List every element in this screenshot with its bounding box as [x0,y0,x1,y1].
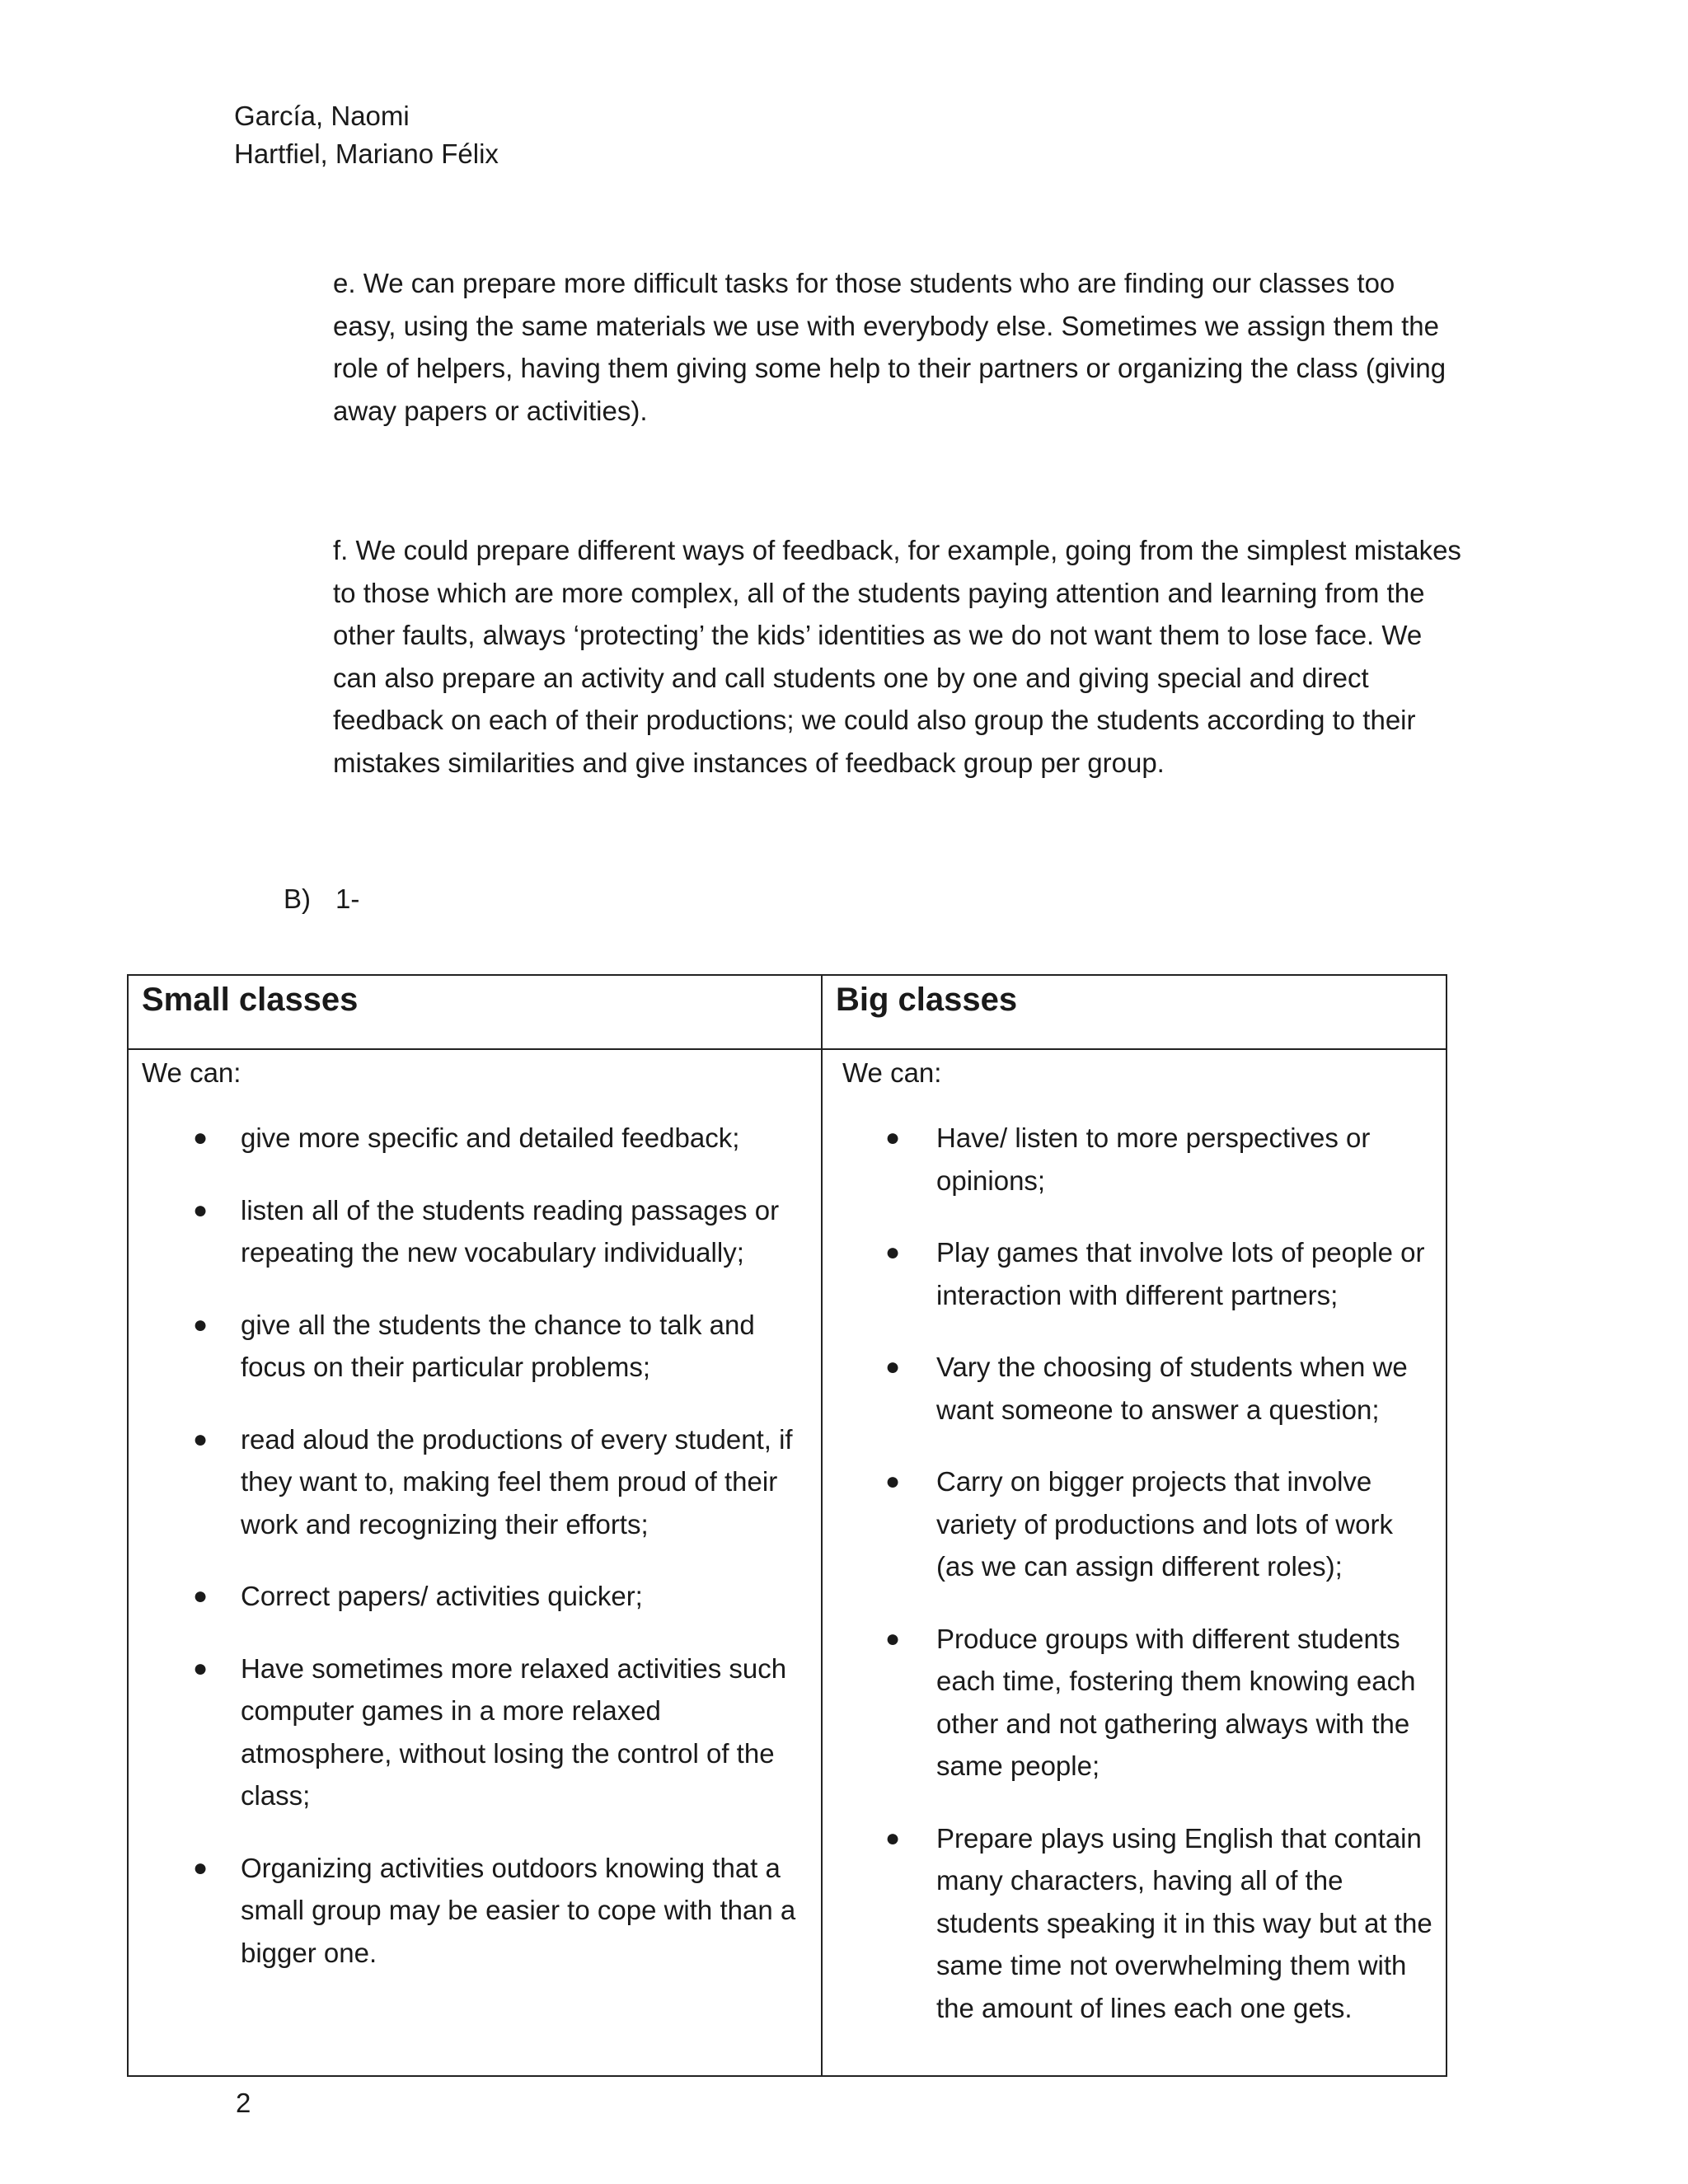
list-item-text: Organizing activities outdoors knowing that a small group may be easier to cope with than a bigger one. [241,1852,796,1968]
paragraph-f: f. We could prepare different ways of feedback, for example, going from the simplest mistakes to those which are more complex, all of the students paying attention and learning from the other faults, always ‘protecting’ the kids’ identities as we do not want them to lose face. We can also prepare an activity and call students one by one and giving special and direct feedback on each of their productions; we could also group the students according to their mistakes similarities and give instances of feedback group per group. [333,535,1461,778]
list-item [823,1231,1446,1316]
big-classes-list [823,1117,1446,2029]
bullet-icon: ● [193,1582,209,1610]
small-classes-intro: We can: [142,1057,241,1088]
list-item [129,1117,821,1160]
class-size-comparison-table [127,974,1447,2118]
list-item [129,1418,821,1546]
table-header-row [128,975,1447,1049]
list-item-text: Vary the choosing of students when we want someone to answer a question; [936,1352,1408,1425]
big-classes-intro: We can: [842,1057,942,1088]
section-b-heading [284,880,359,918]
section-number: 1- [335,883,360,914]
list-item [823,1460,1446,1588]
bullet-icon: ● [885,1824,901,1852]
small-classes-header: Small classes [142,982,359,1018]
bullet-icon: ● [193,1124,209,1151]
big-classes-header-cell [822,975,1447,1049]
page-number: 2 [236,2088,251,2118]
list-item [823,1817,1446,2030]
list-item-text: give all the students the chance to talk and focus on their particular problems; [241,1309,755,1382]
list-item [129,1647,821,1817]
bullet-icon: ● [885,1124,901,1151]
list-item-text: listen all of the students reading passages or repeating the new vocabulary individually; [241,1194,780,1268]
list-item-text: Correct papers/ activities quicker; [241,1581,643,1611]
list-item-text: Carry on bigger projects that involve variety of productions and lots of work (as we can assign different roles); [936,1466,1393,1582]
list-item [129,1189,821,1274]
paragraph-e: e. We can prepare more difficult tasks for those students who are finding our classes too easy, using the same materials we use with everybody else. Sometimes we assign them the role of helpers, having them giving some help to their partners or organizing the class (giving away papers or activities). [333,268,1447,426]
bullet-icon: ● [193,1854,209,1882]
big-classes-header: Big classes [836,982,1018,1018]
small-classes-cell [128,1049,822,2118]
list-item [823,1117,1446,1202]
list-item-text: Play games that involve lots of people or interaction with different partners; [936,1237,1425,1310]
list-item [823,1618,1446,1788]
author-name-2: Hartfiel, Mariano Félix [234,138,499,169]
bullet-icon: ● [193,1196,209,1224]
bullet-icon: ● [193,1310,209,1338]
list-item-text: give more specific and detailed feedback; [241,1122,740,1153]
bullet-icon: ● [885,1353,901,1380]
list-item [129,1575,821,1618]
bullet-icon: ● [885,1624,901,1652]
bullet-icon: ● [885,1468,901,1495]
list-item-text: Prepare plays using English that contain many characters, having all of the students speaking it in this way but at the same time not overwhelming them with the amount of lines each one gets. [936,1822,1432,2023]
list-item-text: read aloud the productions of every student, if they want to, making feel them proud of their work and recognizing their efforts; [241,1423,793,1540]
list-item [129,1304,821,1389]
list-item-text: Produce groups with different students each time, fostering them knowing each other and not gathering always with the same people; [936,1623,1416,1781]
section-letter: B) [284,883,311,914]
bullet-icon: ● [193,1654,209,1682]
big-classes-cell [822,1049,1447,2076]
list-item-text: Have/ listen to more perspectives or opinions; [936,1122,1371,1196]
list-item [129,1847,821,1975]
list-item-text: Have sometimes more relaxed activities such computer games in a more relaxed atmosphere, without losing the control of the class; [241,1652,787,1811]
bullet-icon: ● [193,1425,209,1453]
list-item [823,1346,1446,1431]
author-name-1: García, Naomi [234,101,410,131]
table-body-row [128,1049,1447,2076]
bullet-icon: ● [885,1239,901,1266]
small-classes-list [129,1117,821,1974]
small-classes-header-cell [128,975,822,1049]
